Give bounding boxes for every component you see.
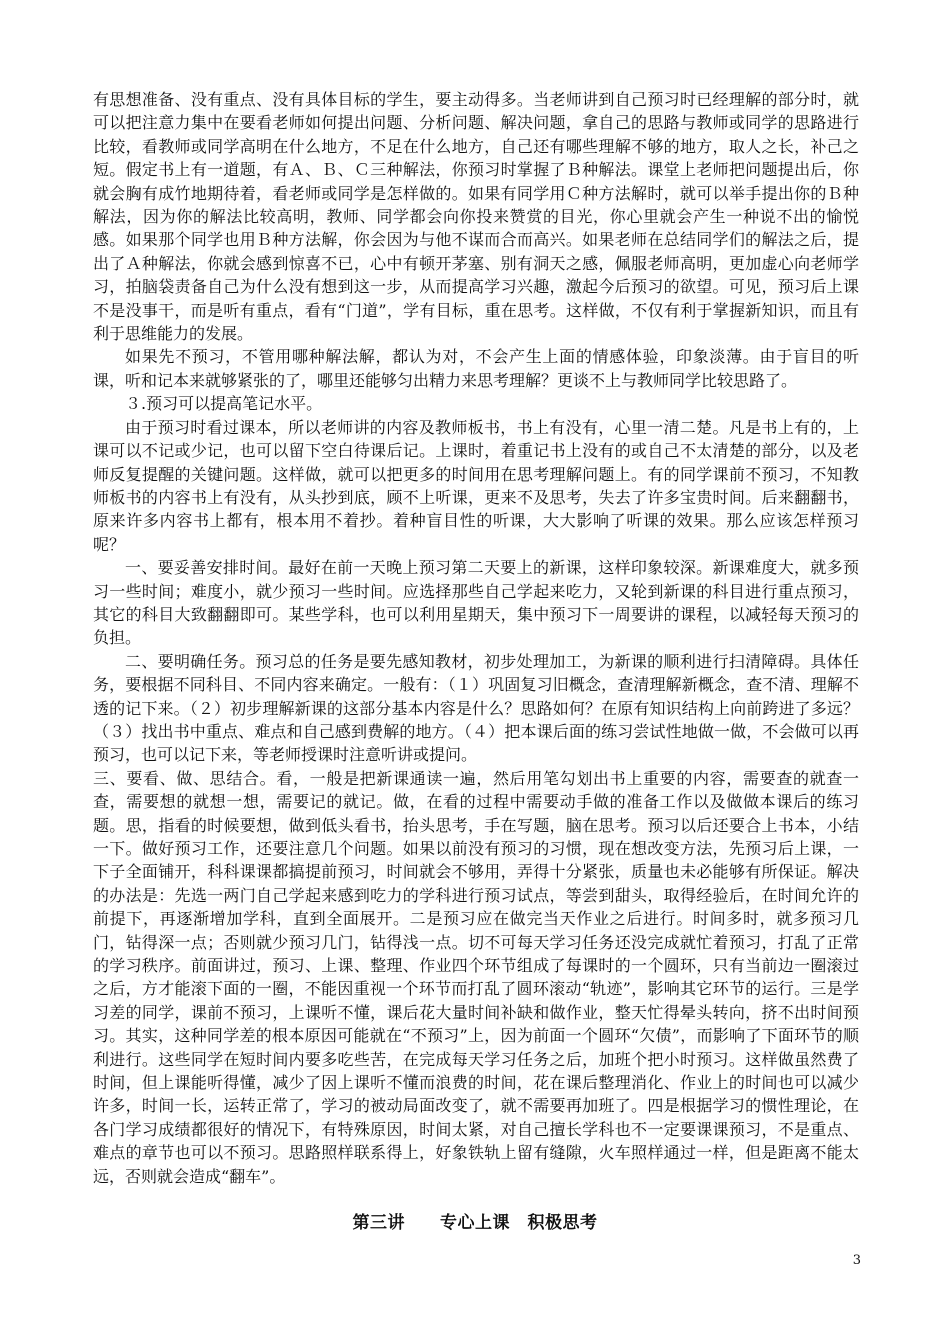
- body-text: [93, 88, 859, 1188]
- section-heading: 第三讲 专心上课 积极思考: [352, 1213, 598, 1233]
- paragraph-3: ３.预习可以提高笔记水平。: [125, 394, 323, 414]
- paragraph-5: 一、要妥善安排时间。最好在前一天晚上预习第二天要上的新课，这样印象较深。新课难度大，就多预习一些时间；难度小，就少预习一些时间。应选择那些自己学起来吃力，又轮到新课的科目进行重点预习，其它的科目大致翻翻即可。某些学科，也可以利用星期天，集中预习下一周要讲的课程，以减轻每天预习的负担。: [93, 558, 859, 648]
- paragraph-2: 如果先不预习，不管用哪种解法解，都认为对，不会产生上面的情感体验，印象淡薄。由于盲目的听课，听和记本来就够紧张的了，哪里还能够匀出精力来思考理解？更谈不上与教师同学比较思路了。: [93, 347, 859, 390]
- paragraph-4: 由于预习时看过课本，所以老师讲的内容及教师板书，书上有没有，心里一清二楚。凡是书上有的，上课可以不记或少记，也可以留下空白待课后记。上课时，着重记书上没有的或自己不太清楚的部分，以及老师反复提醒的关键问题。这样做，就可以把更多的时间用在思考理解问题上。有的同学课前不预习，不知教师板书的内容书上有没有，从头抄到底，顾不上听课，更来不及思考，失去了许多宝贵时间。后来翻翻书，原来许多内容书上都有，根本用不着抄。着种盲目性的听课，大大影响了听课的效果。那么应该怎样预习呢？: [93, 417, 859, 554]
- paragraph-6: 二、要明确任务。预习总的任务是要先感知教材，初步处理加工，为新课的顺利进行扫清障碍。具体任务，要根据不同科目、不同内容来确定。一般有：（１）巩固复习旧概念，查清理解新概念，查不清、理解不透的记下来。（２）初步理解新课的这部分基本内容是什么？思路如何？在原有知识结构上向前跨进了多远？（３）找出书中重点、难点和自己感到费解的地方。（４）把本课后面的练习尝试性地做一做，不会做可以再预习，也可以记下来，等老师授课时注意听讲或提问。: [93, 651, 859, 765]
- paragraph-1: 有思想准备、没有重点、没有具体目标的学生，要主动得多。当老师讲到自己预习时已经理解的部分时，就可以把注意力集中在要看老师如何提出问题、分析问题、解决问题，拿自己的思路与教师或同学的思路进行比较，看教师或同学高明在什么地方，不足在什么地方，自己还有哪些理解不够的地方，取人之长，补己之短。假定书上有一道题，有Ａ、Ｂ、Ｃ三种解法，你预习时掌握了Ｂ种解法。课堂上老师把问题提出后，你就会胸有成竹地期待着，看老师或同学是怎样做的。如果有同学用Ｃ种方法解时，就可以举手提出你的Ｂ种解法，因为你的解法比较高明，教师、同学都会向你投来赞赏的目光，你心里就会产生一种说不出的愉悦感。如果那个同学也用Ｂ种方法解，你会因为与他不谋而合而高兴。如果老师在总结同学们的解法之后，提出了Ａ种解法，你就会感到惊喜不已，心中有顿开茅塞、别有洞天之感，佩服老师高明，更加虚心向老师学习，拍脑袋责备自己为什么没有想到这一步，从而提高学习兴趣，激起今后预习的欲望。可见，预习后上课不是没事干，而是听有重点，看有“门道”，学有目标，重在思考。这样做，不仅有利于掌握新知识，而且有利于思维能力的发展。: [93, 90, 859, 344]
- paragraph-7: 三、要看、做、思结合。看，一般是把新课通读一遍，然后用笔勾划出书上重要的内容，需要查的就查一查，需要想的就想一想，需要记的就记。做，在看的过程中需要动手做的准备工作以及做做本课后的练习题。思，指看的时候要想，做到低头看书，抬头思考，手在写题，脑在思考。预习以后还要合上书本，小结一下。做好预习工作，还要注意几个问题。如果以前没有预习的习惯，现在想改变方法，先预习后上课，一下子全面铺开，科科课课都搞提前预习，时间就会不够用，弄得十分紧张，质量也未必能够有所保证。解决的办法是：先选一两门自己学起来感到吃力的学科进行预习试点，等尝到甜头，取得经验后，在时间允许的前提下，再逐渐增加学科，直到全面展开。二是预习应在做完当天作业之后进行。时间多时，就多预习几门，钻得深一点；否则就少预习几门，钻得浅一点。切不可每天学习任务还没完成就忙着预习，打乱了正常的学习秩序。前面讲过，预习、上课、整理、作业四个环节组成了每课时的一个圆环，只有当前边一圈滚过之后，方才能滚下面的一圈，不能因重视一个环节而打乱了圆环滚动“轨迹”，影响其它环节的运行。三是学习差的同学，课前不预习，上课听不懂，课后花大量时间补缺和做作业，整天忙得晕头转向，挤不出时间预习。其实，这种同学差的根本原因可能就在“不预习”上，因为前面一个圆环“欠债”，而影响了下面环节的顺利进行。这些同学在短时间内要多吃些苦，在完成每天学习任务之后，加班个把小时预习。这样做虽然费了时间，但上课能听得懂，减少了因上课听不懂而浪费的时间，花在课后整理消化、作业上的时间也可以减少许多，时间一长，运转正常了，学习的被动局面改变了，就不需要再加班了。四是根据学习的惯性理论，在各门学习成绩都很好的情况下，有特殊原因，时间太紧，对自己擅长学科也不一定要课课预习，不是重点、难点的章节也可以不预习。思路照样联系得上，好象铁轨上留有缝隙，火车照样通过一样，但是距离不能太远，否则就会造成“翻车”。: [93, 768, 859, 1186]
- page-number: 3: [852, 1253, 861, 1268]
